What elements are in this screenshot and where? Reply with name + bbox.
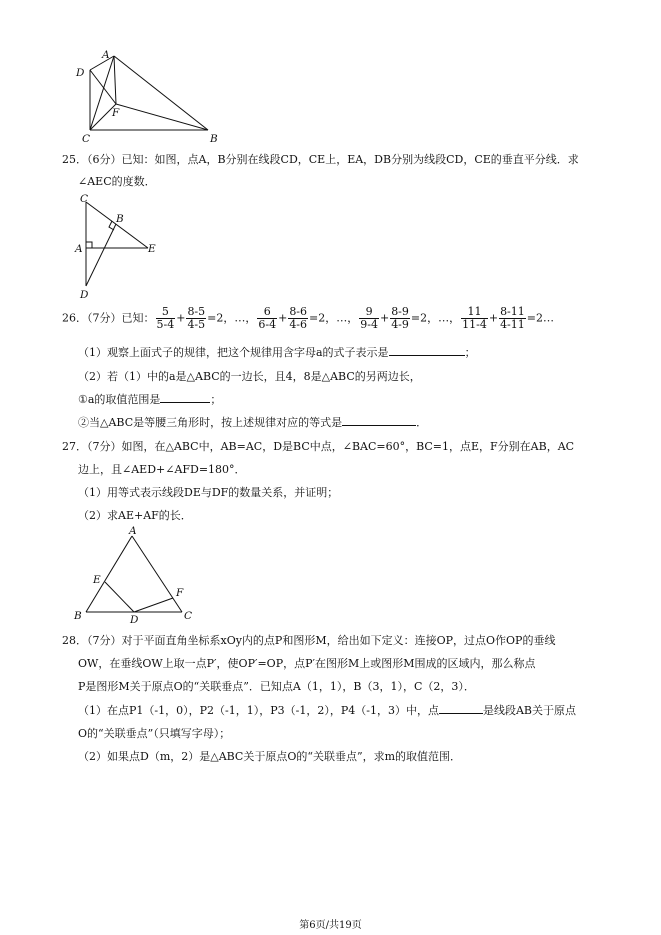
answer-blank[interactable]	[160, 402, 210, 403]
label-B: B	[210, 133, 218, 144]
label-F: F	[176, 587, 184, 599]
label-B: B	[74, 610, 82, 622]
q28-sub1: （1）在点P1（-1，0），P2（-1，1），P3（-1，2），P4（-1，3）中，点 是线段AB关于原点	[78, 704, 576, 717]
q26-prefix: 26．（7分）已知：	[62, 311, 155, 325]
answer-blank[interactable]	[439, 713, 483, 714]
q26-sub1: （1）观察上面式子的规律，把这个规律用含字母a的式子表示是 ；	[78, 346, 476, 359]
q26-sub2: （2）若（1）中的a是△ABC的一边长，且4，8是△ABC的另两边长，	[78, 370, 421, 383]
label-D: D	[76, 67, 85, 79]
label-C: C	[82, 133, 91, 144]
q26-equation-line: 26．（7分）已知： $\frac{5}{5-4}$ + $\frac{8-5}{4-5}$ =2，…， $\frac{6}{6-4}$ + $\frac{8-6}{4-6}$ =2，…， $\frac{9}{9-4}$ + $\frac{8-9}{4-9}$ =2，…， $\frac{11}{11-4}$ + $\frac{8-11}{4-11}$ =2…	[62, 305, 554, 331]
answer-blank[interactable]	[389, 355, 465, 356]
fraction: $\frac{11}{11-4}$	[462, 305, 487, 331]
fraction: $\frac{6}{6-4}$	[258, 305, 277, 331]
answer-blank[interactable]	[342, 425, 416, 426]
q27-figure	[72, 524, 200, 624]
q25-figure	[74, 192, 164, 302]
q25-line1: 25．（6分）已知：如图，点A，B分别在线段CD，CE上，EA，DB分别为线段CD，CE的垂直平分线．求	[62, 153, 579, 166]
fraction: $\frac{5}{5-4}$	[156, 305, 175, 331]
q27-line1: 27．（7分）如图，在△ABC中，AB=AC，D是BC中点，∠BAC=60°，BC=1，点E，F分别在AB，AC	[62, 440, 575, 453]
fraction: $\frac{8-6}{4-6}$	[289, 305, 308, 331]
label-A: A	[102, 49, 110, 61]
label-D: D	[80, 289, 89, 301]
q28-line1: 28．（7分）对于平面直角坐标系xOy内的点P和图形M，给出如下定义：连接OP，过点O作OP的垂线	[62, 634, 556, 647]
q28-line3: P是图形M关于原点O的“关联垂点”．已知点A（1，1），B（3，1），C（2，3）．	[78, 680, 475, 693]
q26-sub2a: ①a的取值范围是 ；	[78, 393, 222, 406]
label-C: C	[184, 610, 193, 622]
fraction: $\frac{8-11}{4-11}$	[500, 305, 525, 331]
label-D: D	[130, 614, 139, 624]
label-A: A	[129, 525, 137, 537]
label-B: B	[116, 213, 124, 225]
page-footer: 第6页/共19页	[299, 920, 362, 931]
q28-line2: OW，在垂线OW上取一点P′，使OP′=OP，点P′在图形M上或图形M围成的区域内，那么称点	[78, 657, 536, 670]
label-A: A	[75, 243, 83, 255]
label-E: E	[148, 243, 156, 255]
label-E: E	[93, 574, 101, 586]
q26-sub2b: ②当△ABC是等腰三角形时，按上述规律对应的等式是 ．	[78, 416, 428, 429]
q27-sub2: （2）求AE+AF的长．	[78, 509, 192, 522]
label-F: F	[112, 107, 120, 119]
q28-sub1-cont: O的“关联垂点”（只填写字母）；	[78, 727, 231, 740]
fraction: $\frac{8-5}{4-5}$	[187, 305, 206, 331]
fraction: $\frac{9}{9-4}$	[360, 305, 378, 331]
fraction: $\frac{8-9}{4-9}$	[391, 305, 409, 331]
q25-line2: ∠AEC的度数．	[78, 175, 156, 188]
label-C: C	[80, 193, 89, 205]
q27-sub1: （1）用等式表示线段DE与DF的数量关系，并证明；	[78, 486, 339, 499]
q27-line2: 边上，且∠AED+∠AFD=180°．	[78, 463, 246, 476]
q28-sub2: （2）如果点D（m，2）是△ABC关于原点O的“关联垂点”，求m的取值范围．	[78, 750, 462, 763]
top-figure	[74, 48, 224, 144]
